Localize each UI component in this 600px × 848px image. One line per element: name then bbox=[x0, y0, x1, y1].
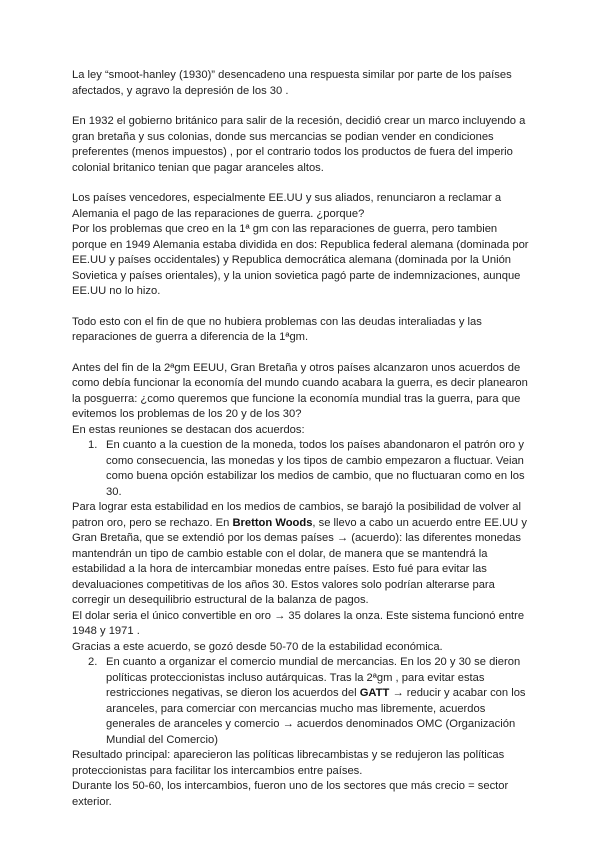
text-run: , se llevo a cabo un acuerdo entre EE.UU y Gran Bretaña, que se extendió por los demas países → (acuerdo): las diferentes monedas mantendrán un tipo de cambio estable con el dolar, de manera que se mantendrá la estabilidad a la hora de intercambiar monedas entre países. Esto fué para evitar las devaluaciones competitivas de los años 30. Estos valores solo podrían alterarse para corregir un desequilibrio estructural de la balanza de pagos. bbox=[72, 516, 527, 606]
paragraph-1932: En 1932 el gobierno británico para salir de la recesión, decidió crear un marco incluyendo a gran bretaña y sus colonias, donde sus mercancias se podian vender en condiciones preferentes (menos impuestos) , por el contrario todos los productos de fuera del imperio colonial britanico tenian que pagar aranceles altos. bbox=[72, 115, 526, 174]
paragraph-gap bbox=[72, 99, 532, 114]
list-number: 2. bbox=[88, 656, 98, 668]
paragraph-vencedores: Los países vencedores, especialmente EE.UU y sus aliados, renunciaron a reclamar a Alemania el pago de las reparaciones de guerra. ¿porque? bbox=[72, 192, 502, 220]
paragraph-durante: Durante los 50-60, los intercambios, fueron uno de los sectores que más crecio = sector exterior. bbox=[72, 780, 509, 808]
paragraph-dolar: El dolar seria el único convertible en oro → 35 dolares la onza. Este sistema funcionó entre 1948 y 1971 . bbox=[72, 609, 525, 637]
list-item-moneda bbox=[72, 438, 532, 500]
text-run: → reducir y acabar con los aranceles, para comerciar con mercancias mucho mas libremente, acuerdos generales de aranceles y comercio → acuerdos denominados OMC (Organización Mundial del Comercio) bbox=[106, 687, 526, 746]
paragraph-problemas: Por los problemas que creo en la 1ª gm con las reparaciones de guerra, pero tambien porque en 1949 Alemania estaba dividida en dos: Republica federal alemana (dominada por EE.UU y países occidentales) y Republica democrática alemana (dominada por la Unión Sovietica y países orientales), y la union sovietica pagó parte de indemnizaciones, aunque EE.UU no lo hizo. bbox=[72, 223, 529, 297]
paragraph-gap bbox=[72, 346, 532, 361]
list-item-text bbox=[106, 655, 532, 748]
paragraph-reuniones: En estas reuniones se destacan dos acuerdos: bbox=[72, 423, 305, 436]
list-item-text: En cuanto a la cuestion de la moneda, todos los países abandonaron el patrón oro y como consecuencia, las monedas y los tipos de cambio empezaron a fluctuar. Veian como buena opción estabilizar los medios de cambio, que no fluctuaran como en los 30. bbox=[106, 439, 525, 498]
text-run: Para lograr esta estabilidad en los medios de cambios, se barajó la posibilidad de volver al patron oro, pero se rechazo. En bbox=[72, 501, 521, 529]
paragraph-antes-fin: Antes del fin de la 2ªgm EEUU, Gran Bretaña y otros países alcanzaron unos acuerdos de como debía funcionar la economía del mundo cuando acabara la guerra, es decir planearon la posguerra: ¿como queremos que funcione la economía mundial tras la guerra, para que evitemos los problemas de los 20 y de los 30? bbox=[72, 361, 528, 420]
paragraph-todo-esto: Todo esto con el fin de que no hubiera problemas con las deudas interaliadas y las reparaciones de guerra a diferencia de la 1ªgm. bbox=[72, 315, 482, 343]
bold-term-gatt: GATT bbox=[359, 687, 390, 699]
paragraph-resultado: Resultado principal: aparecieron las políticas librecambistas y se redujeron las políticas proteccionistas para facilitar los intercambios entre países. bbox=[72, 749, 505, 777]
text-run: En cuanto a organizar el comercio mundial de mercancias. En los 20 y 30 se dieron políticas proteccionistas incluso autárquicas. Tras la 2ªgm , para evitar estas restricciones negativas, se dieron los acuerdos del bbox=[106, 656, 521, 699]
paragraph-gracias: Gracias a este acuerdo, se gozó desde 50-70 de la estabilidad económica. bbox=[72, 640, 443, 653]
paragraph-bretton-woods bbox=[72, 500, 532, 609]
list-item-comercio bbox=[72, 655, 532, 748]
paragraph-gap bbox=[72, 176, 532, 191]
paragraph-gap bbox=[72, 300, 532, 315]
paragraph-smoot-hanley: La ley “smoot-hanley (1930)” desencadeno una respuesta similar por parte de los países afectados, y agravo la depresión de los 30 . bbox=[72, 69, 512, 97]
bold-term-bretton-woods: Bretton Woods bbox=[232, 516, 313, 529]
list-number: 1. bbox=[88, 439, 98, 451]
